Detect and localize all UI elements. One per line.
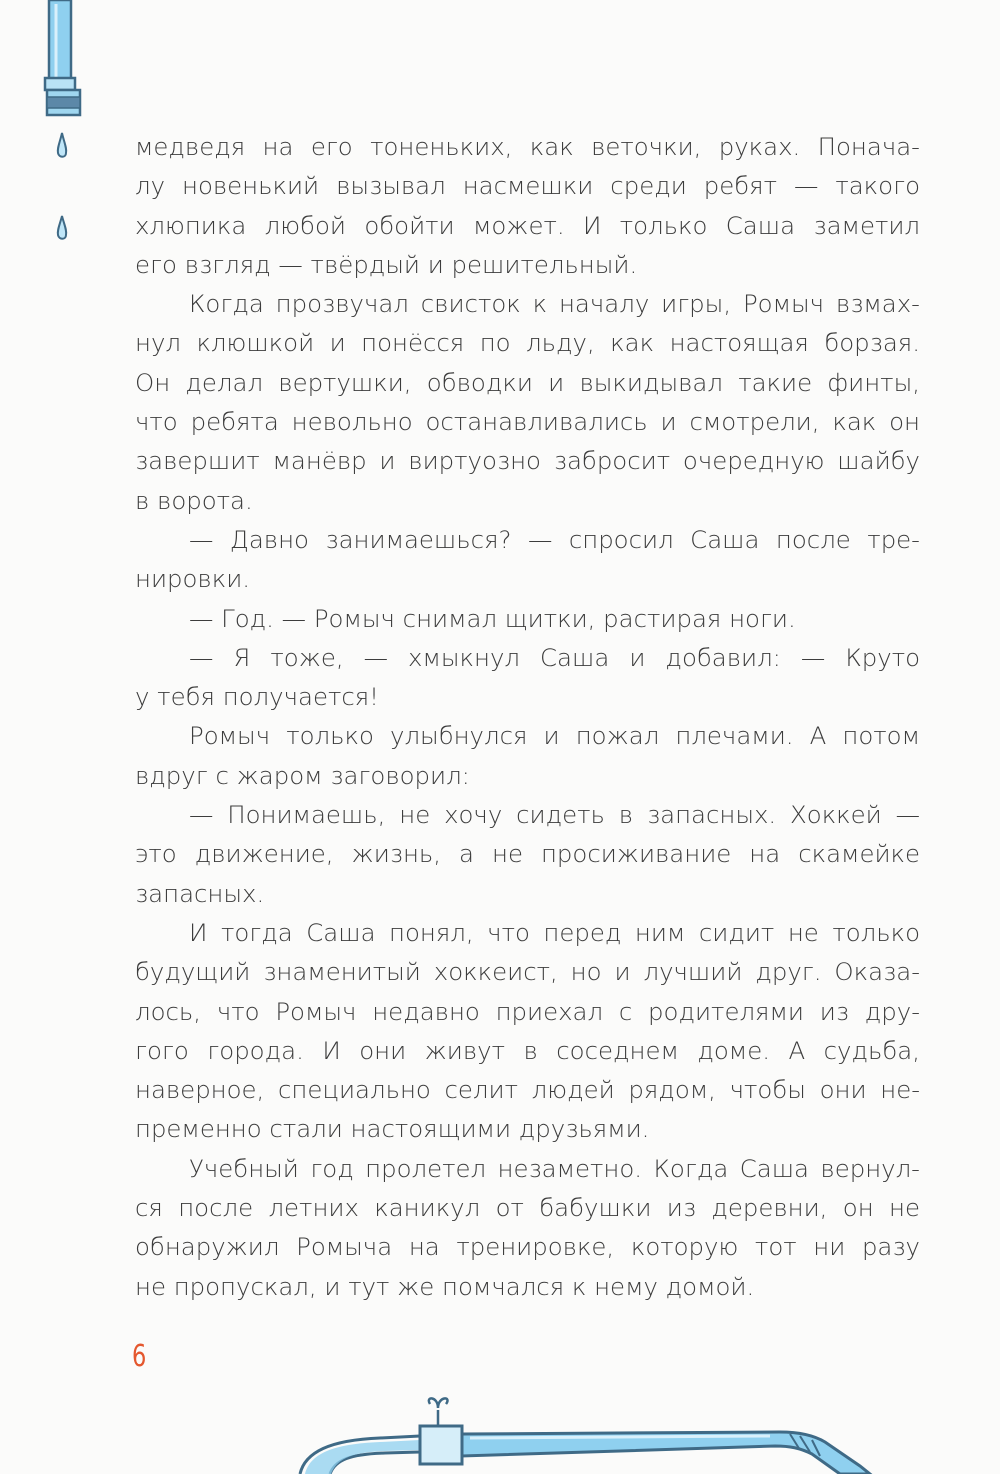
- text-line: пременно стали настоящими друзьями.: [135, 1114, 650, 1144]
- text-line: Он делал вертушки, обводки и выкидывал такие финты,: [135, 367, 920, 397]
- text-line: — Понимаешь, не хочу сидеть в запасных. Хоккей —: [189, 800, 920, 830]
- text-line: лу новенький вызывал насмешки среди ребят — такого: [135, 171, 920, 201]
- text-line: его взгляд — твёрдый и решительный.: [135, 249, 638, 279]
- text-line: обнаружил Ромыча на тренировке, которую тот ни разу: [135, 1232, 920, 1262]
- text-line: гого города. И они живут в соседнем доме. А судьба,: [135, 1035, 920, 1065]
- text-line: у тебя получается!: [135, 682, 379, 712]
- text-line: хлюпика любой обойти может. И только Саша заметил: [135, 210, 920, 240]
- text-line: не пропускал, и тут же помчался к нему домой.: [135, 1271, 755, 1301]
- text-line: завершит манёвр и виртуозно забросит очередную шайбу: [135, 446, 920, 476]
- text-line: это движение, жизнь, а не просиживание на скамейке: [135, 839, 920, 869]
- body-text: [135, 127, 920, 1306]
- text-line: наверное, специально селит людей рядом, чтобы они не-: [135, 1075, 920, 1105]
- water-drop-icon: [58, 133, 66, 157]
- text-line: — Я тоже, — хмыкнул Саша и добавил: — Круто: [189, 642, 920, 672]
- text-line: лось, что Ромыч недавно приехал с родителями из дру-: [135, 996, 920, 1026]
- text-line: запасных.: [135, 878, 265, 908]
- text-line: ся после летних каникул от бабушки из деревни, он не: [135, 1193, 920, 1223]
- page-number: 6: [132, 1339, 147, 1374]
- text-line: будущий знаменитый хоккеист, но и лучший друг. Оказа-: [135, 957, 920, 987]
- text-line: нировки.: [135, 564, 251, 594]
- text-line: И тогда Саша понял, что перед ним сидит не только: [189, 917, 920, 947]
- text-line: нул клюшкой и понёсся по льду, как настоящая борзая.: [135, 328, 920, 358]
- text-line: Когда прозвучал свисток к началу игры, Ромыч взмах-: [189, 289, 920, 319]
- text-line: медведя на его тоненьких, как веточки, руках. Поначa-: [135, 132, 920, 161]
- pipe-bottom-illustration: [0, 1374, 1000, 1474]
- text-line: — Давно занимаешься? — спросил Саша после тре-: [189, 524, 920, 554]
- pipe-valve-icon: [420, 1426, 462, 1464]
- text-line: что ребята невольно останавливались и смотрели, как он: [135, 407, 920, 437]
- text-line: в ворота.: [135, 485, 253, 515]
- text-line: вдруг с жаром заговорил:: [135, 760, 470, 790]
- water-drop-icon: [58, 216, 66, 239]
- text-line: Ромыч только улыбнулся и пожал плечами. А потом: [189, 721, 920, 751]
- water-pipe-illustration: [0, 0, 120, 260]
- text-line: Учебный год пролетел незаметно. Когда Саша вернул-: [189, 1153, 920, 1183]
- text-line: — Год. — Ромыч снимал щитки, растирая ноги.: [189, 603, 796, 633]
